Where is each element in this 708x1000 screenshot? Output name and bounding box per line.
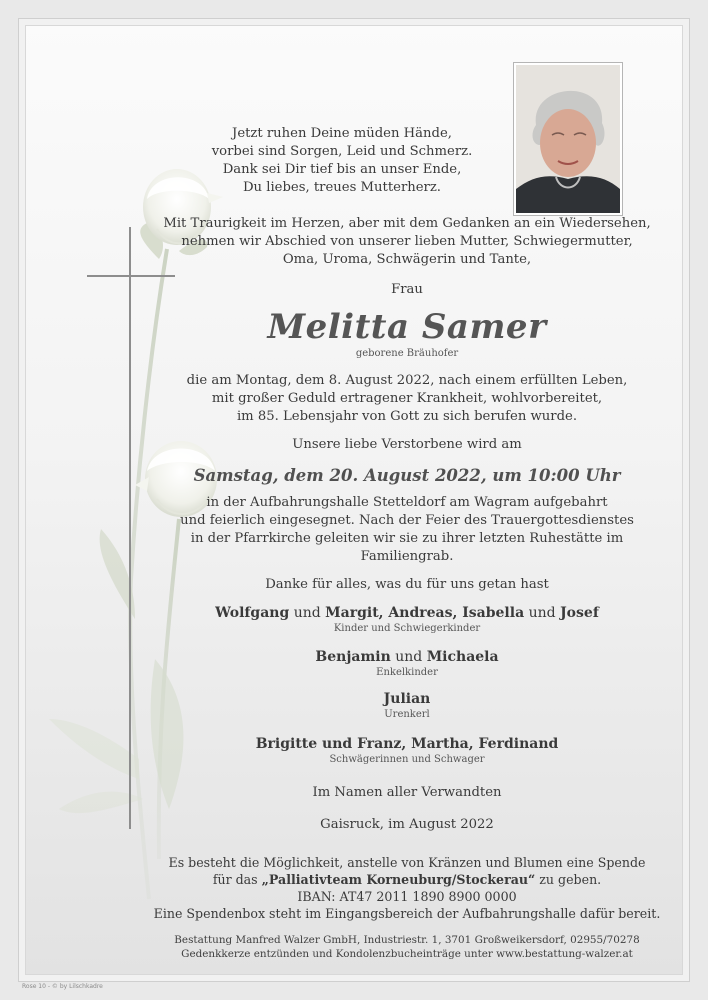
- family-connector: und: [390, 649, 427, 665]
- family-role: Enkelkinder: [376, 667, 438, 678]
- footer-line: Bestattung Manfred Walzer GmbH, Industriestr. 1, 3701 Großweikersdorf, 02955/70278: [174, 934, 640, 946]
- family-name: Margit, Andreas, Isabella: [325, 605, 525, 621]
- funeral-home-footer: [147, 933, 667, 961]
- death-notice: [147, 372, 667, 426]
- family-children: [147, 604, 667, 622]
- on-behalf-line: Im Namen aller Verwandten: [312, 785, 502, 800]
- donation-line: Eine Spendenbox steht im Eingangsbereich der Aufbahrungshalle dafür bereit.: [153, 906, 661, 921]
- poem: [122, 125, 562, 197]
- deceased-name: Melitta Samer: [267, 307, 547, 347]
- family-role: Schwägerinnen und Schwager: [329, 754, 485, 765]
- donation-note: [147, 854, 667, 922]
- poem-line: Dank sei Dir tief bis an unser Ende,: [222, 162, 462, 177]
- obituary-card: [18, 18, 690, 982]
- funeral-date: Samstag, dem 20. August 2022, um 10:00 Uhr: [193, 466, 621, 485]
- death-line: die am Montag, dem 8. August 2022, nach einem erfüllten Leben,: [186, 373, 628, 388]
- cross-vertical-bar: [129, 227, 131, 829]
- donation-text: zu geben.: [535, 872, 602, 887]
- image-credit: Rose 10 - © by Lilschkadre: [22, 983, 103, 990]
- thanks-line: Danke für alles, was du für uns getan hast: [265, 577, 549, 592]
- place-line: und feierlich eingesegnet. Nach der Feier des Trauergottesdienstes: [180, 513, 634, 528]
- family-great-grandchildren: Julian: [383, 691, 431, 707]
- place-line: in der Aufbahrungshalle Stetteldorf am Wagram aufgebahrt: [206, 495, 608, 510]
- donation-recipient: „Palliativteam Korneuburg/Stockerau“: [261, 872, 536, 887]
- family-role: Urenkerl: [384, 709, 430, 720]
- announcement: Unsere liebe Verstorbene wird am: [292, 437, 522, 452]
- family-name: Wolfgang: [215, 605, 290, 621]
- family-name: Josef: [560, 605, 599, 621]
- family-role: Kinder und Schwiegerkinder: [333, 623, 481, 634]
- intro-line: nehmen wir Abschied von unserer lieben Mutter, Schwiegermutter,: [181, 234, 633, 249]
- family-name: Benjamin: [315, 649, 391, 665]
- donation-line: Es besteht die Möglichkeit, anstelle von Kränzen und Blumen eine Spende: [168, 855, 646, 870]
- family-connector: und: [289, 605, 326, 621]
- death-line: im 85. Lebensjahr von Gott zu sich berufen wurde.: [236, 409, 578, 424]
- obituary-text: [147, 125, 667, 961]
- footer-line: Gedenkkerze entzünden und Kondolenzbucheinträge unter www.bestattung-walzer.at: [181, 948, 633, 960]
- poem-line: Du liebes, treues Mutterherz.: [242, 180, 441, 195]
- intro-text: [147, 215, 667, 269]
- donation-text: für das: [212, 872, 262, 887]
- place-line: in der Pfarrkirche geleiten wir sie zu ihrer letzten Ruhestätte im Familiengrab.: [190, 531, 624, 564]
- poem-line: Jetzt ruhen Deine müden Hände,: [232, 126, 452, 141]
- place-date: Gaisruck, im August 2022: [320, 817, 494, 832]
- family-grandchildren: [147, 648, 667, 666]
- death-line: mit großer Geduld ertragener Krankheit, wohlvorbereitet,: [211, 391, 603, 406]
- intro-line: Mit Traurigkeit im Herzen, aber mit dem Gedanken an ein Wiedersehen,: [163, 216, 651, 231]
- family-name: Michaela: [426, 649, 499, 665]
- funeral-place: [147, 494, 667, 566]
- poem-line: vorbei sind Sorgen, Leid und Schmerz.: [211, 144, 473, 159]
- family-connector: und: [524, 605, 561, 621]
- donation-iban: IBAN: AT47 2011 1890 8900 0000: [297, 889, 517, 904]
- intro-line: Oma, Uroma, Schwägerin und Tante,: [282, 252, 532, 267]
- salutation: Frau: [391, 282, 423, 297]
- family-siblings-in-law: Brigitte und Franz, Martha, Ferdinand: [255, 736, 559, 752]
- maiden-name: geborene Bräuhofer: [355, 348, 459, 359]
